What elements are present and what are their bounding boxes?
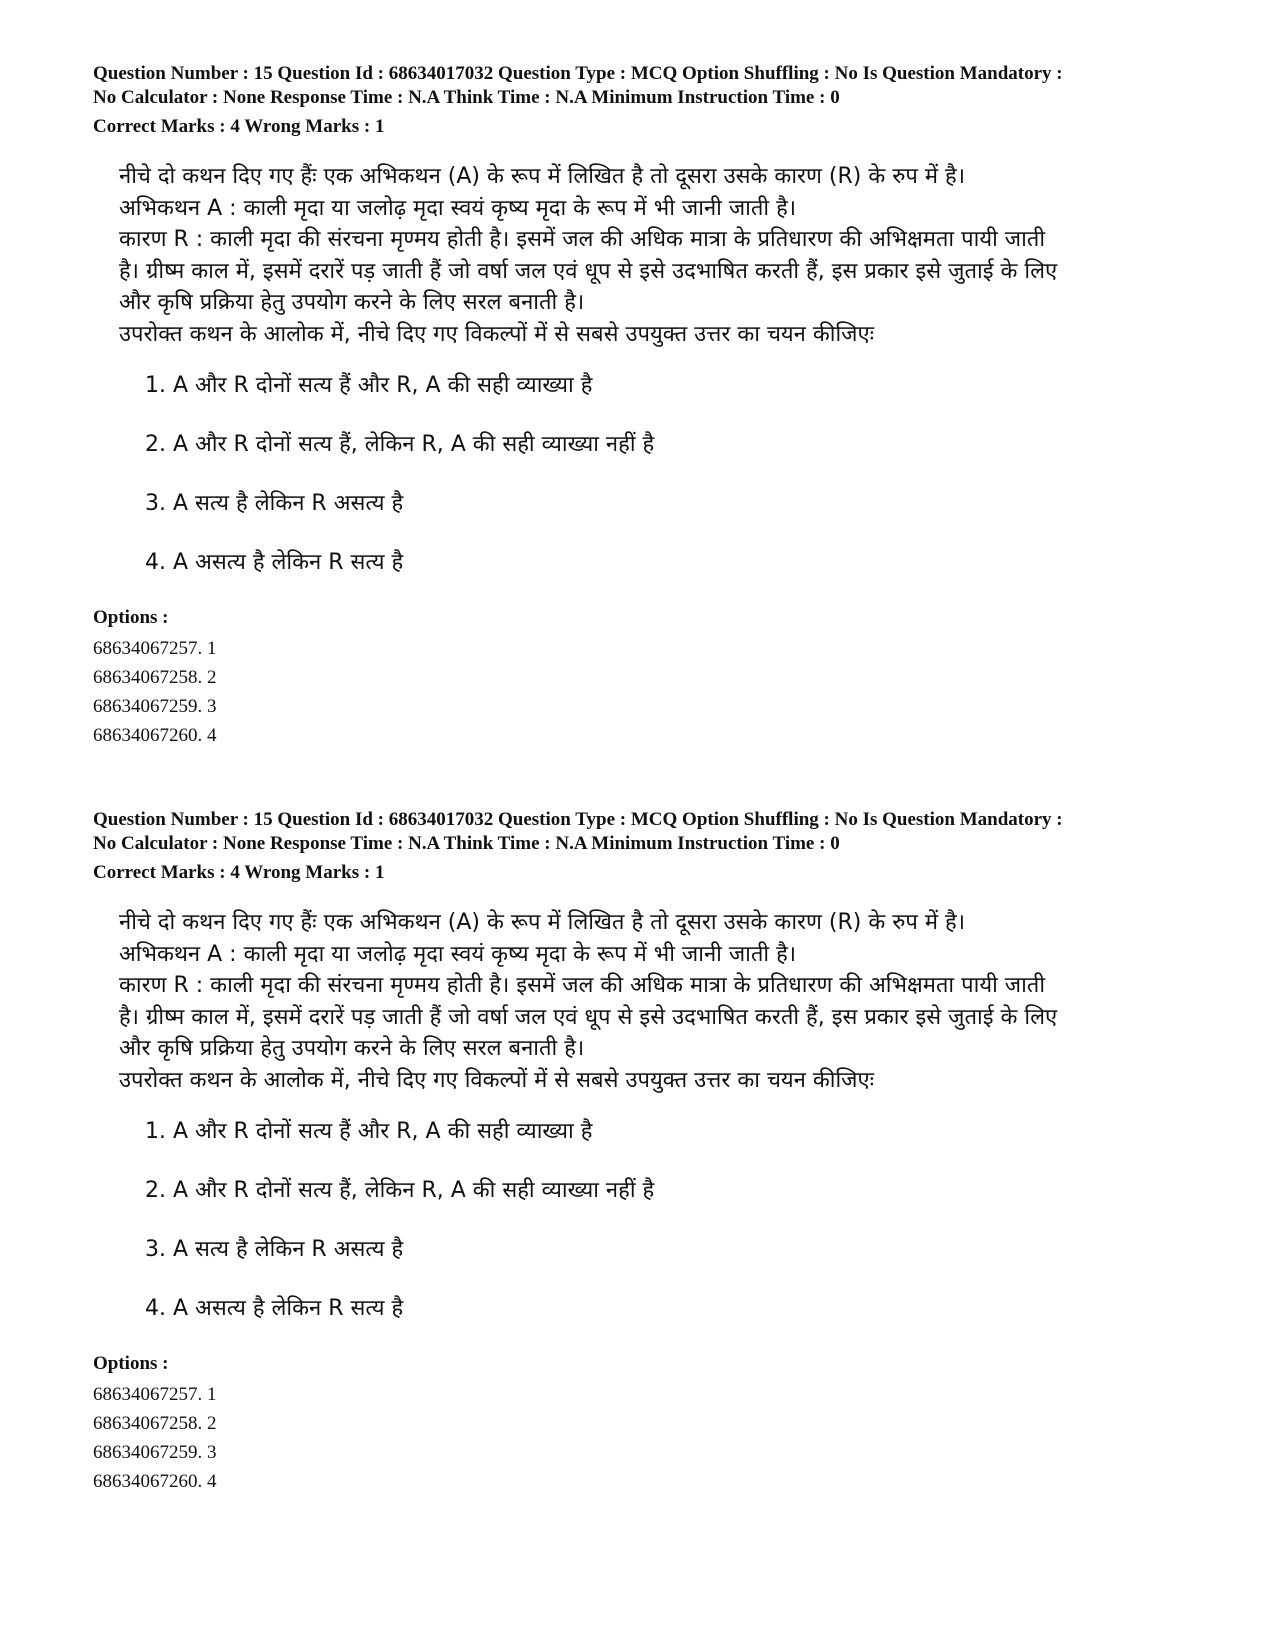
answer-choice: 2. A और R दोनों सत्य हैं, लेकिन R, A की सही व्याख्या नहीं है	[145, 1178, 655, 1203]
option-id-row: 68634067260. 4	[93, 725, 217, 746]
option-id-row: 68634067259. 3	[93, 1442, 217, 1463]
stem-line: उपरोक्त कथन के आलोक में, नीचे दिए गए विकल्पों में से सबसे उपयुक्त उत्तर का चयन कीजिएः	[119, 1067, 875, 1093]
answer-choices	[145, 364, 1203, 600]
stem-line: अभिकथन A : काली मृदा या जलोढ़ मृदा स्वयं कृष्य मृदा के रूप में भी जानी जाती है।	[119, 195, 797, 221]
question-stem	[119, 161, 1199, 350]
question-meta-line: Question Number : 15 Question Id : 68634017032 Question Type : MCQ Option Shuffling : No Is Question Mandatory :	[93, 63, 1063, 84]
option-id-row: 68634067257. 1	[93, 1384, 217, 1405]
options-heading: Options :	[93, 607, 169, 628]
question-meta-line: Question Number : 15 Question Id : 68634017032 Question Type : MCQ Option Shuffling : No Is Question Mandatory :	[93, 809, 1063, 830]
marks-line: Correct Marks : 4 Wrong Marks : 1	[93, 862, 385, 883]
stem-line: उपरोक्त कथन के आलोक में, नीचे दिए गए विकल्पों में से सबसे उपयुक्त उत्तर का चयन कीजिएः	[119, 321, 875, 347]
question-stem	[119, 907, 1199, 1096]
stem-line: नीचे दो कथन दिए गए हैंः एक अभिकथन (A) के रूप में लिखित है तो दूसरा उसके कारण (R) के रुप में है।	[119, 910, 966, 935]
question-meta-line: No Calculator : None Response Time : N.A Think Time : N.A Minimum Instruction Time : 0	[93, 833, 840, 854]
option-id-row: 68634067260. 4	[93, 1471, 217, 1492]
options-list	[93, 1380, 1203, 1496]
option-id-row: 68634067257. 1	[93, 638, 217, 659]
option-id-row: 68634067259. 3	[93, 696, 217, 717]
stem-line: है। ग्रीष्म काल में, इसमें दरारें पड़ जाती हैं जो वर्षा जल एवं धूप से इसे उदभाषित करती हैं, इस प्रकार इसे जुताई के लिए	[119, 258, 1058, 284]
stem-line: और कृषि प्रक्रिया हेतु उपयोग करने के लिए सरल बनाती है।	[119, 1036, 585, 1061]
answer-choice: 1. A और R दोनों सत्य हैं और R, A की सही व्याख्या है	[145, 373, 593, 398]
marks-line: Correct Marks : 4 Wrong Marks : 1	[93, 116, 385, 137]
answer-choice: 4. A असत्य है लेकिन R सत्य है	[145, 1296, 404, 1321]
option-id-row: 68634067258. 2	[93, 1413, 217, 1434]
question-block	[93, 62, 1203, 750]
stem-line: है। ग्रीष्म काल में, इसमें दरारें पड़ जाती हैं जो वर्षा जल एवं धूप से इसे उदभाषित करती हैं, इस प्रकार इसे जुताई के लिए	[119, 1004, 1058, 1030]
answer-choices	[145, 1110, 1203, 1346]
question-block	[93, 808, 1203, 1496]
stem-line: नीचे दो कथन दिए गए हैंः एक अभिकथन (A) के रूप में लिखित है तो दूसरा उसके कारण (R) के रुप में है।	[119, 164, 966, 189]
answer-choice: 4. A असत्य है लेकिन R सत्य है	[145, 550, 404, 575]
answer-choice: 1. A और R दोनों सत्य हैं और R, A की सही व्याख्या है	[145, 1119, 593, 1144]
stem-line: और कृषि प्रक्रिया हेतु उपयोग करने के लिए सरल बनाती है।	[119, 290, 585, 315]
option-id-row: 68634067258. 2	[93, 667, 217, 688]
stem-line: अभिकथन A : काली मृदा या जलोढ़ मृदा स्वयं कृष्य मृदा के रूप में भी जानी जाती है।	[119, 941, 797, 967]
stem-line: कारण R : काली मृदा की संरचना मृण्मय होती है। इसमें जल की अधिक मात्रा के प्रतिधारण की अभिक्षमता पायी जाती	[119, 973, 1046, 998]
answer-choice: 3. A सत्य है लेकिन R असत्य है	[145, 1237, 404, 1262]
stem-line: कारण R : काली मृदा की संरचना मृण्मय होती है। इसमें जल की अधिक मात्रा के प्रतिधारण की अभिक्षमता पायी जाती	[119, 227, 1046, 252]
options-list	[93, 634, 1203, 750]
question-meta-line: No Calculator : None Response Time : N.A Think Time : N.A Minimum Instruction Time : 0	[93, 87, 840, 108]
answer-choice: 3. A सत्य है लेकिन R असत्य है	[145, 491, 404, 516]
answer-choice: 2. A और R दोनों सत्य हैं, लेकिन R, A की सही व्याख्या नहीं है	[145, 432, 655, 457]
options-heading: Options :	[93, 1353, 169, 1374]
